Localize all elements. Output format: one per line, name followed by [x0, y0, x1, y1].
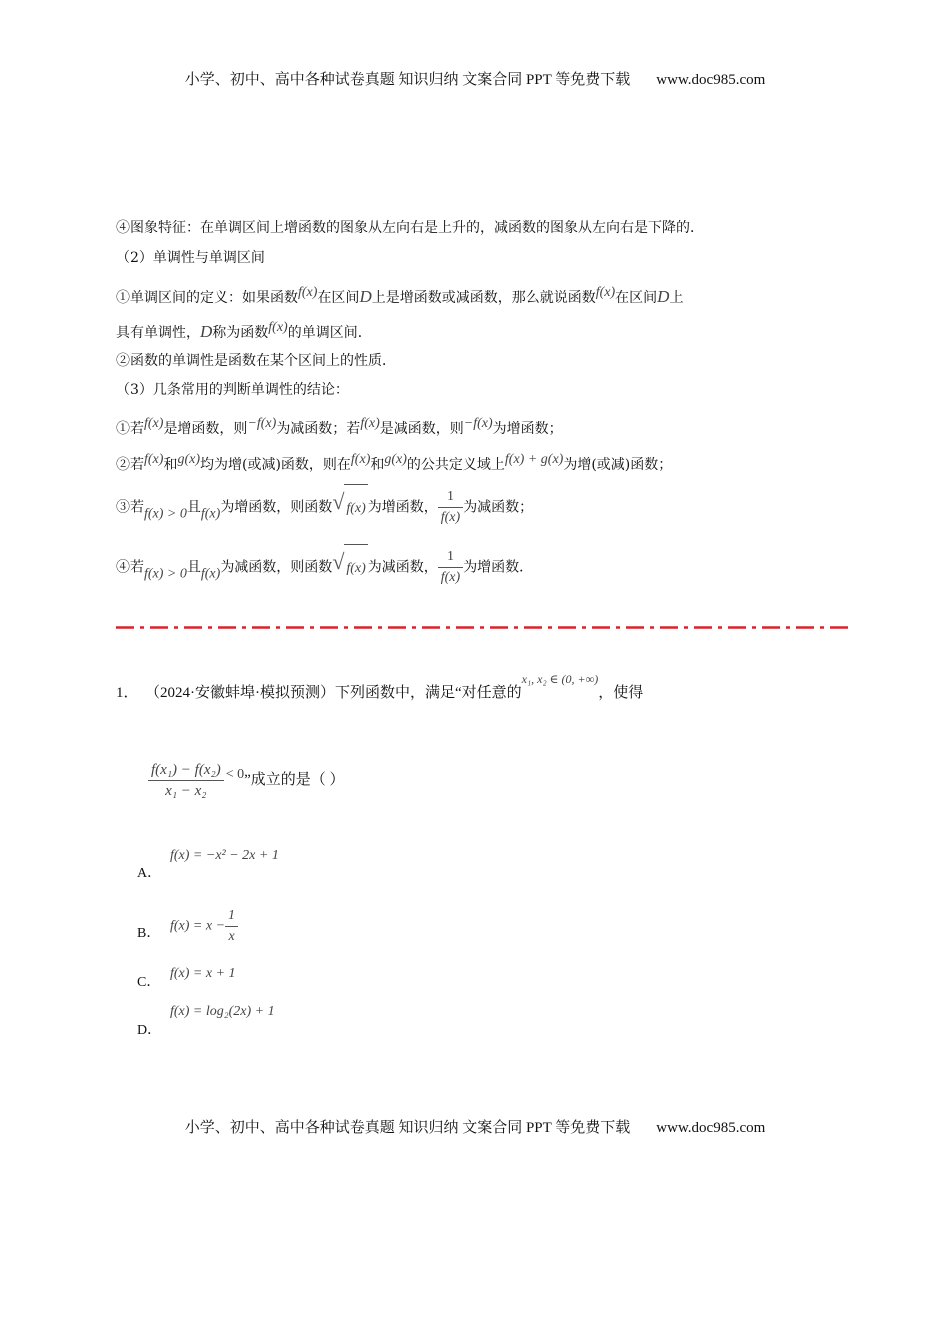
footer-text: 小学、初中、高中各种试卷真题 知识归纳 文案合同 PPT 等免费下载 — [184, 1120, 631, 1136]
math-fx: f(x) — [268, 320, 288, 335]
math-fx: f(x) — [595, 285, 616, 300]
page-header — [0, 68, 950, 89]
math-gx: g(x) — [384, 452, 407, 467]
dash-dot-divider — [116, 626, 850, 629]
math-difference-quotient: $\frac{\text{f(x₁) − f(x₂)}}{\text{x₁ − x₂}}$ — [148, 760, 224, 801]
math-fx: f(x) — [200, 506, 221, 522]
option-b-expr[interactable]: f(x) = x − $\frac{1}{x}$ — [170, 906, 238, 947]
text-line: ③若f(x) > 0且f(x)为增函数，则函数 √ f(x) 为增函数， $\frac{1}{f(x)}$ 为减函数； — [116, 484, 533, 537]
text-line: ①若f(x)是增函数，则−f(x)为减函数；若f(x)是减函数，则−f(x)为增函数； — [116, 416, 563, 437]
math-sqrt-fx: √ f(x) — [332, 544, 367, 591]
text-line: ①单调区间的定义：如果函数f(x)在区间D上是增函数或减函数，那么就说函数f(x)在区间D上 — [116, 285, 684, 306]
section-heading: （2）单调性与单调区间 — [116, 250, 265, 266]
option-c-label[interactable]: C． — [137, 975, 161, 990]
text-line: ④图象特征：在单调区间上增函数的图象从左向右是上升的，减函数的图象从左向右是下降的． — [116, 220, 704, 236]
math-D: D — [200, 322, 213, 341]
question-inequality — [148, 760, 345, 801]
math-D: D — [657, 287, 670, 306]
header-text: 小学、初中、高中各种试卷真题 知识归纳 文案合同 PPT 等免费下载 — [184, 72, 631, 88]
header-url[interactable]: www.doc985.com — [656, 72, 766, 88]
question-number: 1． — [116, 685, 139, 701]
math-fx: f(x) — [144, 416, 164, 431]
page-footer — [0, 1116, 950, 1137]
question-source: （2024·安徽蚌埠·模拟预测）下列函数中，满足“对任意的 — [152, 685, 522, 701]
math-fx: f(x) — [200, 566, 221, 582]
question-after: ”成立的是（ ） — [244, 771, 345, 788]
section-heading: （3）几条常用的判断单调性的结论： — [116, 382, 349, 398]
option-b-label[interactable]: B． — [137, 926, 161, 941]
option-a-label[interactable]: A． — [137, 866, 162, 881]
math-fx: f(x) — [144, 452, 164, 467]
math-D: D — [359, 287, 372, 306]
option-d-label[interactable]: D． — [137, 1023, 162, 1038]
math-fx: f(x) — [360, 416, 380, 431]
math-fx-plus-gx: f(x) + g(x) — [504, 452, 564, 467]
text-line: 具有单调性，D称为函数f(x)的单调区间． — [116, 320, 372, 341]
math-fx-gt0: f(x) > 0 — [144, 566, 187, 582]
math-fx-gt0: f(x) > 0 — [144, 506, 187, 522]
math-fx: f(x) — [350, 452, 371, 467]
footer-url[interactable]: www.doc985.com — [656, 1120, 766, 1136]
math-domain-cond: x₁, x₂ ∈ (0, +∞) — [521, 672, 599, 686]
text-line: ④若f(x) > 0且f(x)为减函数，则函数 √ f(x) 为减函数， $\frac{1}{f(x)}$ 为增函数． — [116, 544, 533, 597]
math-ineq-rhs: < 0 — [225, 766, 245, 782]
option-c-expr[interactable]: f(x) = x + 1 — [170, 966, 236, 981]
question-stem: 1． （2024·安徽蚌埠·模拟预测）下列函数中，满足“对任意的$^{x_1, x_2 \in (0, +\infty)}$，使得 — [116, 672, 644, 701]
math-reciprocal-fx: $\frac{1}{f(x)}$ — [438, 547, 463, 588]
math-neg-fx: −f(x) — [463, 416, 493, 431]
option-d-expr[interactable]: f(x) = log₂(2x) + 1 — [170, 1004, 275, 1019]
math-fx: f(x) — [298, 285, 318, 300]
math-reciprocal-fx: $\frac{1}{f(x)}$ — [438, 487, 463, 528]
math-gx: g(x) — [177, 452, 200, 467]
math-sqrt-fx: √ f(x) — [332, 484, 367, 531]
math-neg-fx: −f(x) — [247, 416, 277, 431]
option-a-expr[interactable]: f(x) = −x² − 2x + 1 — [170, 848, 279, 863]
text-line: ②若f(x)和g(x)均为增(或减)函数，则在f(x)和g(x)的公共定义域上f(x) + g(x)为增(或减)函数； — [116, 452, 673, 473]
text-line: ②函数的单调性是函数在某个区间上的性质． — [116, 353, 396, 369]
